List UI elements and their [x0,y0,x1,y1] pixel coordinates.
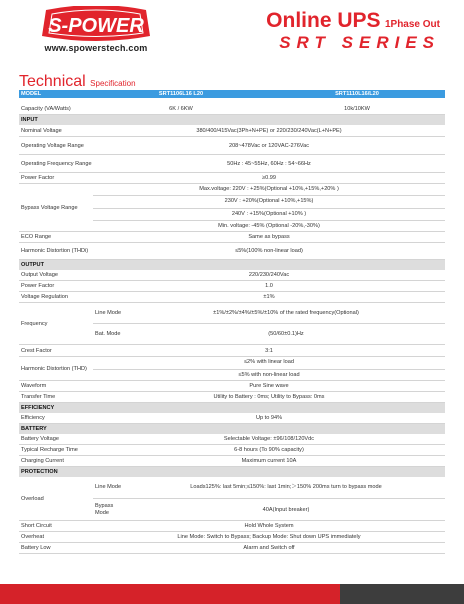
output-voltage-label: Output Voltage [21,272,59,278]
product-series: SRT SERIES [279,33,440,52]
bypass-voltage-values [93,184,445,232]
bypass-230v: 230V : +20%(Optional +10%,+15%) [93,196,445,208]
model-row [19,90,445,98]
output-harmonic-label: Harmonic Distortion (THD) [21,365,87,372]
input-power-factor-value: ≥0.99 [262,175,276,181]
recharge-time-value: 6-8 hours (To 90% capacity) [234,447,304,453]
short-circuit-value: Hold Whole System [244,523,294,529]
frequency-line-mode [93,303,445,324]
overload-line-mode-label: Line Mode [95,484,122,490]
efficiency-title: EFFICIENCY [21,404,55,411]
bypass-min-voltage: Min. voltage: -45% (Optional -20%,-30%) [218,222,320,229]
eco-range-value: Same as bypass [248,234,290,240]
voltage-regulation-row [19,292,445,303]
overload-modes [93,477,445,521]
overload-bypass-mode-label: Bypass Mode [95,503,114,516]
bypass-max-voltage: Max.voltage: 220V : +25%(Optional +10%,+15%,+20% ) [93,184,445,196]
operating-frequency-row [19,155,445,173]
output-title: OUTPUT [21,261,44,268]
model-6k: SRT1106L16 L20 [158,90,204,97]
footer-red-bar [0,584,340,604]
overheat-label: Overheat [21,534,45,540]
spec-table [19,90,445,554]
frequency-modes [93,303,445,345]
output-voltage-row [19,270,445,281]
protection-title: PROTECTION [21,468,58,475]
output-harmonic-row [19,357,445,381]
crest-factor-value: 3:1 [265,347,273,354]
s-power-logo-icon [36,6,156,42]
capacity-values [93,104,445,115]
bypass-voltage-label: Bypass Voltage Range [21,204,78,211]
short-circuit-row [19,521,445,532]
eco-range-row [19,232,445,243]
output-voltage-value: 220/230/240Vac [248,272,290,278]
output-power-factor-label: Power Factor [21,283,55,289]
frequency-line-mode-label: Line Mode [95,309,122,316]
transfer-time-row [19,392,445,403]
output-section-header [19,260,445,270]
overload-row [19,477,445,521]
capacity-row [19,104,445,115]
overload-line-mode-value: Loads125%: last 5min;≤150%: last 1min;＞150% 200ms turn to bypass mode [190,484,382,490]
nominal-voltage-row [19,125,445,137]
overload-bypass-mode-value: 40A(Input breaker) [262,506,310,513]
eco-range-label: ECO Range [21,234,52,240]
overload-label: Overload [21,495,44,502]
battery-title: BATTERY [21,425,47,432]
crest-factor-row [19,345,445,357]
input-harmonic-row [19,243,445,260]
efficiency-label: Efficiency [21,415,45,421]
overload-bypass-mode [93,499,445,521]
nominal-voltage-value: 380/400/415Vac(3Ph+N+PE) or 220/230/240Vac(L+N+PE) [196,127,342,134]
overheat-value: Line Mode: Switch to Bypass; Backup Mode: Shut down UPS immediately [177,534,361,540]
harmonic-non-linear: ≤5% with non-linear load [238,371,300,378]
input-harmonic-value: ≤5%(100% non-linear load) [235,248,303,254]
bypass-voltage-row [19,184,445,232]
output-power-factor-row [19,281,445,292]
nominal-voltage-label: Nominal Voltage [21,127,62,134]
recharge-time-label: Typical Recharge Time [21,447,78,453]
operating-voltage-value: 208~478Vac or 120VAC-276Vac [228,142,310,149]
website-url: www.spowerstech.com [44,43,148,53]
battery-voltage-row [19,434,445,445]
operating-frequency-label: Operating Frequency Range [21,160,92,167]
charging-current-row [19,456,445,467]
operating-voltage-label: Operating Voltage Range [21,142,84,149]
input-power-factor-row [19,173,445,184]
overheat-row [19,532,445,543]
efficiency-row [19,413,445,424]
brand-logo [36,6,156,54]
efficiency-value: Up to 94% [255,415,283,421]
input-harmonic-label: Harmonic Distortion (THDi) [21,248,89,254]
frequency-line-mode-value: ±1%/±2%/±4%/±5%/±10% of the rated frequency(Optional) [213,309,359,316]
output-harmonic-values [93,357,445,381]
capacity-label: Capacity (VA/Watts) [21,106,71,112]
battery-voltage-value: Selectable Voltage: ±96/108/120Vdc [223,436,315,442]
waveform-row [19,381,445,392]
bypass-240v: 240V : +15%(Optional +10% ) [93,209,445,221]
transfer-time-label: Transfer Time [21,394,56,400]
frequency-bat-mode-label: Bat. Mode [95,331,121,337]
recharge-time-row [19,445,445,456]
model-label: MODEL [21,90,42,97]
operating-frequency-value: 50Hz : 45~55Hz, 60Hz : 54~66Hz [227,160,311,167]
logo-text: S-POWER [48,15,144,37]
heading-sub: Specification [90,79,136,88]
crest-factor-label: Crest Factor [21,347,52,354]
battery-low-label: Battery Low [21,545,51,551]
output-power-factor-value: 1.0 [265,283,273,289]
frequency-label: Frequency [21,320,48,327]
waveform-value: Pure Sine wave [249,383,289,389]
battery-low-row [19,543,445,554]
input-section-header [19,115,445,125]
protection-section-header [19,467,445,477]
capacity-6k: 6K / 6KW [169,106,193,112]
transfer-time-value: Utility to Battery : 0ms; Utility to Bypass: 0ms [213,394,325,400]
voltage-regulation-label: Voltage Regulation [21,294,68,300]
frequency-row [19,303,445,345]
waveform-label: Waveform [21,383,47,389]
model-values [93,90,445,98]
charging-current-label: Charging Current [21,458,64,464]
overload-line-mode [93,477,445,499]
input-power-factor-label: Power Factor [21,175,55,181]
heading-main: Technical [19,73,86,90]
battery-voltage-label: Battery Voltage [21,436,59,442]
product-title-phase: 1Phase Out [384,19,440,30]
frequency-bat-mode-value: (50/60±0.1)Hz [268,331,304,337]
voltage-regulation-value: ±1% [263,294,275,300]
frequency-bat-mode [93,324,445,345]
charging-current-value: Maximum current 10A [241,458,297,464]
input-title: INPUT [21,116,38,123]
section-heading [19,73,136,91]
harmonic-linear: ≤2% with linear load [93,357,445,370]
battery-low-value: Alarm and Switch off [243,545,295,551]
product-title-main: Online UPS [266,9,381,32]
product-title [266,9,440,33]
footer-dark-bar [340,584,464,604]
capacity-10k: 10k/10KW [344,106,370,112]
efficiency-section-header [19,403,445,413]
battery-section-header [19,424,445,434]
model-10k: SRT1110L16/L20 [335,90,379,97]
operating-voltage-row [19,137,445,155]
short-circuit-label: Short Circuit [21,523,52,529]
